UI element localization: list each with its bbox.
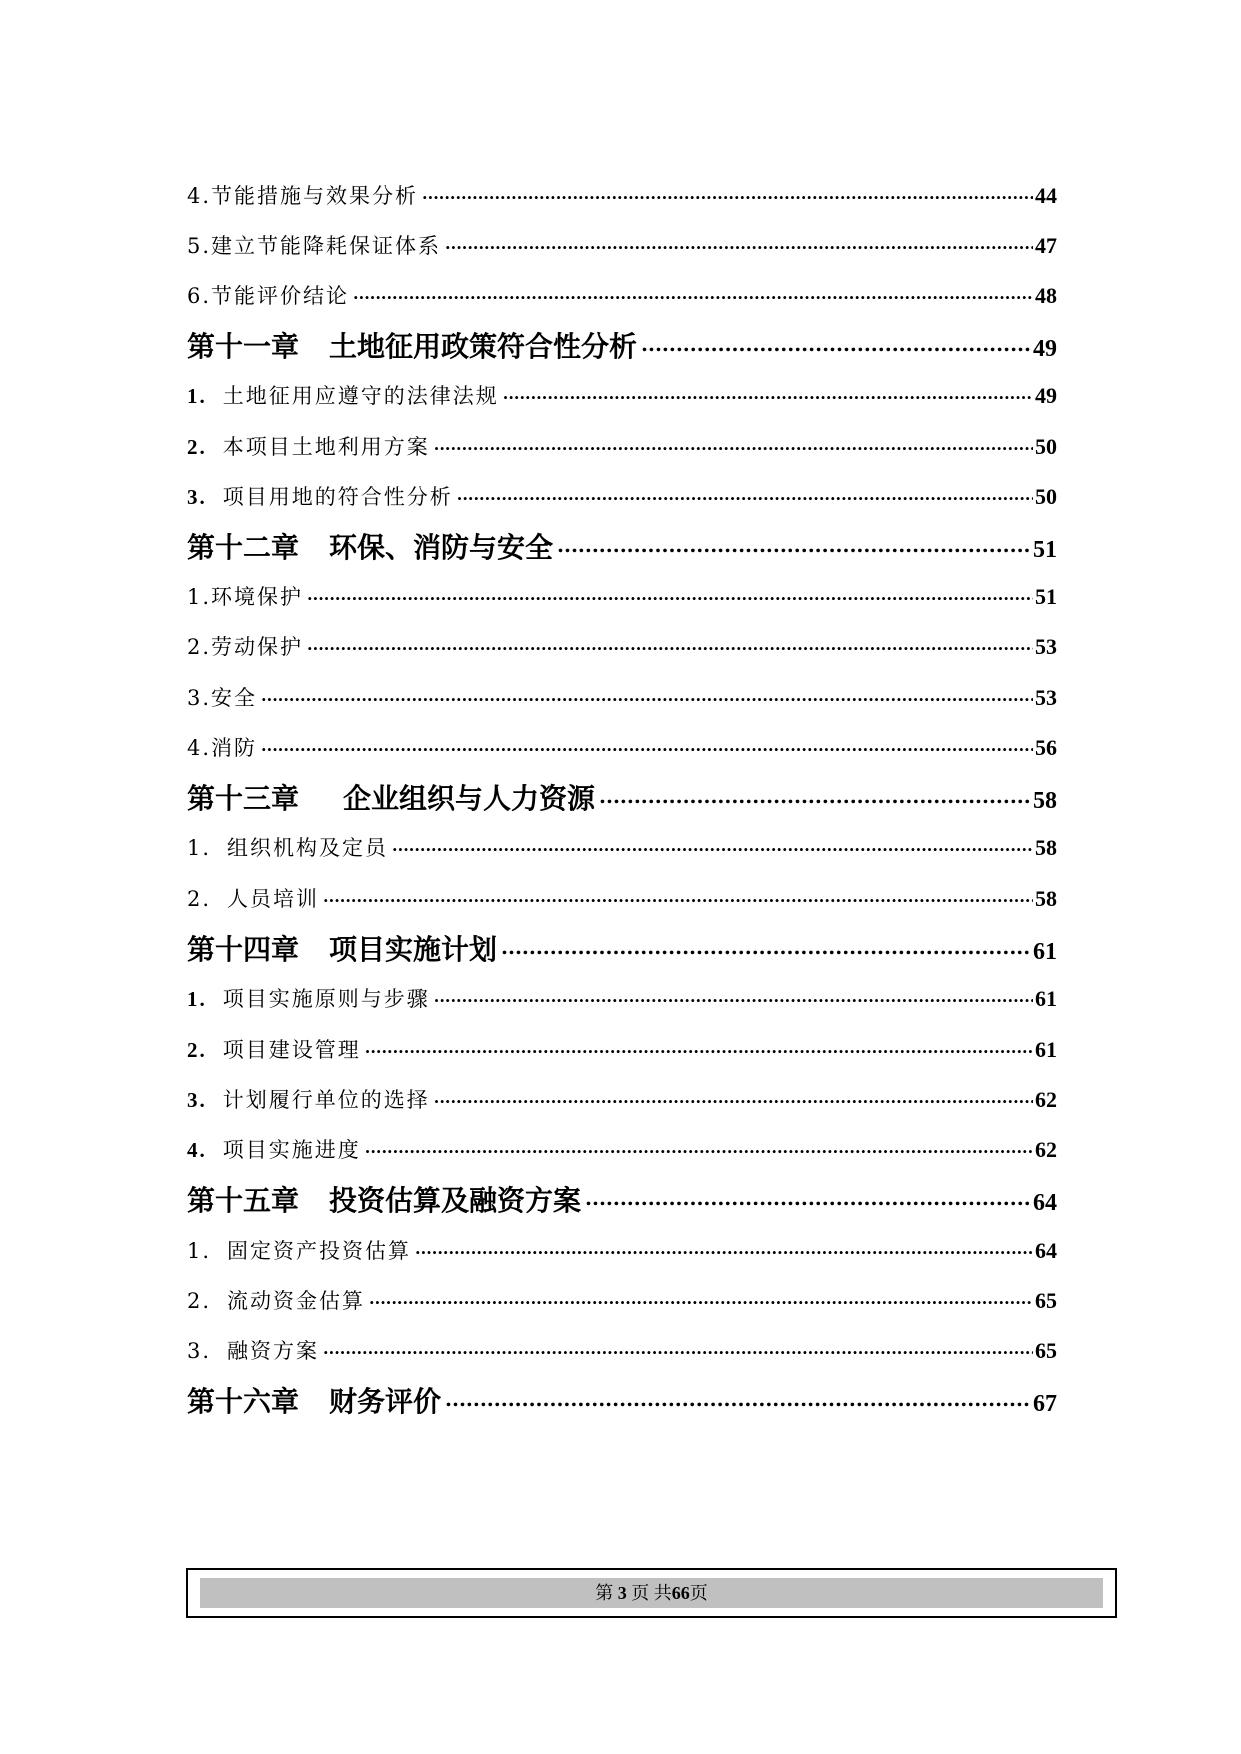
- toc-entry-number: 3.: [187, 1339, 212, 1363]
- toc-entry[interactable]: [187, 481, 1057, 511]
- toc-page-number: 61: [1035, 986, 1057, 1011]
- toc-entry-label: [187, 581, 307, 611]
- dot-leader: [261, 684, 1033, 705]
- dot-leader: [434, 1086, 1033, 1107]
- toc-entry-title: 环境保护: [211, 585, 304, 609]
- toc-page-number: 58: [1033, 788, 1057, 814]
- toc-entry-title: 劳动保护: [211, 635, 304, 659]
- dot-leader: [353, 282, 1033, 303]
- toc-entry-title: 节能评价结论: [211, 284, 350, 308]
- chapter-number: 第十五章: [187, 1184, 300, 1217]
- toc-entry-number: 5.: [187, 234, 212, 258]
- toc-entry-number: 3.: [187, 485, 207, 509]
- toc-entry-label: [187, 1134, 365, 1164]
- dot-leader: [445, 1383, 1031, 1411]
- toc-chapter-entry[interactable]: [187, 325, 1057, 365]
- toc-chapter-entry[interactable]: [187, 526, 1057, 566]
- toc-entry-number: 4.: [187, 184, 212, 208]
- toc-page-number: 62: [1035, 1137, 1057, 1162]
- dot-leader: [392, 834, 1033, 855]
- toc-entry[interactable]: [187, 732, 1057, 762]
- toc-chapter-label: [187, 1179, 585, 1219]
- toc-entry-title: 项目用地的符合性分析: [222, 485, 453, 509]
- toc-entry-number: 1.: [187, 836, 212, 860]
- dot-leader: [323, 885, 1033, 906]
- current-page-number: 3: [617, 1583, 627, 1603]
- toc-page-number: 61: [1035, 1037, 1057, 1062]
- toc-page-number: 53: [1035, 685, 1057, 710]
- footer-suffix: 页: [689, 1583, 708, 1603]
- toc-entry-number: 2.: [187, 1038, 207, 1062]
- dot-leader: [557, 529, 1031, 557]
- dot-leader: [307, 633, 1033, 654]
- chapter-title: 投资估算及融资方案: [329, 1184, 582, 1217]
- toc-entry-title: 本项目土地利用方案: [222, 435, 430, 459]
- toc-entry[interactable]: [187, 883, 1057, 913]
- toc-entry-title: 固定资产投资估算: [227, 1239, 412, 1263]
- toc-page-number: 65: [1035, 1338, 1057, 1363]
- toc-entry[interactable]: [187, 180, 1057, 210]
- toc-chapter-label: [187, 325, 641, 365]
- toc-entry-label: [187, 481, 457, 511]
- toc-entry-number: 4.: [187, 736, 212, 760]
- toc-entry-label: [187, 380, 503, 410]
- toc-entry-title: 项目实施原则与步骤: [222, 987, 430, 1011]
- toc-page-number: 64: [1033, 1190, 1057, 1216]
- chapter-title: 项目实施计划: [329, 933, 498, 966]
- toc-entry-number: 1.: [187, 987, 207, 1011]
- chapter-number: 第十二章: [187, 531, 300, 564]
- toc-entry[interactable]: [187, 230, 1057, 260]
- chapter-number: 第十四章: [187, 933, 300, 966]
- toc-chapter-entry[interactable]: [187, 1179, 1057, 1219]
- chapter-title: 企业组织与人力资源: [343, 782, 596, 815]
- footer-prefix: 第: [595, 1583, 614, 1603]
- toc-entry-number: 3.: [187, 1088, 207, 1112]
- dot-leader: [261, 734, 1033, 755]
- toc-entry-number: 2.: [187, 1289, 212, 1313]
- chapter-number: 第十三章: [187, 782, 300, 815]
- toc-entry-label: [187, 1084, 434, 1114]
- toc-entry-title: 建立节能降耗保证体系: [211, 234, 442, 258]
- toc-entry[interactable]: [187, 1084, 1057, 1114]
- toc-entry[interactable]: [187, 983, 1057, 1013]
- toc-entry[interactable]: [187, 1034, 1057, 1064]
- dot-leader: [503, 382, 1033, 403]
- page-footer: [186, 1568, 1117, 1618]
- toc-page-number: 58: [1035, 835, 1057, 860]
- toc-entry[interactable]: [187, 631, 1057, 661]
- dot-leader: [434, 433, 1033, 454]
- toc-entry-label: [187, 230, 445, 260]
- dot-leader: [323, 1337, 1033, 1358]
- toc-entry-title: 流动资金估算: [227, 1289, 366, 1313]
- toc-entry[interactable]: [187, 682, 1057, 712]
- toc-entry-number: 2.: [187, 887, 212, 911]
- toc-page-number: 51: [1033, 537, 1057, 563]
- chapter-title: 环保、消防与安全: [329, 531, 554, 564]
- dot-leader: [434, 985, 1033, 1006]
- page-indicator: [200, 1578, 1103, 1608]
- toc-page-number: 50: [1035, 434, 1057, 459]
- toc-page-number: 65: [1035, 1288, 1057, 1313]
- dot-leader: [599, 780, 1031, 808]
- dot-leader: [307, 583, 1033, 604]
- toc-entry-title: 人员培训: [227, 887, 320, 911]
- toc-entry-title: 项目建设管理: [222, 1038, 361, 1062]
- dot-leader: [369, 1287, 1033, 1308]
- dot-leader: [585, 1182, 1031, 1210]
- toc-entry[interactable]: [187, 431, 1057, 461]
- toc-chapter-label: [187, 526, 557, 566]
- chapter-number: 第十六章: [187, 1385, 300, 1418]
- dot-leader: [457, 483, 1033, 504]
- toc-page-number: 47: [1035, 233, 1057, 258]
- toc-entry-label: [187, 1235, 415, 1265]
- toc-entry-number: 6.: [187, 284, 212, 308]
- toc-page-number: 48: [1035, 283, 1057, 308]
- toc-chapter-entry[interactable]: [187, 777, 1057, 817]
- toc-entry[interactable]: [187, 380, 1057, 410]
- dot-leader: [445, 232, 1033, 253]
- dot-leader: [415, 1237, 1033, 1258]
- toc-page-number: 49: [1033, 336, 1057, 362]
- toc-chapter-entry[interactable]: [187, 928, 1057, 968]
- dot-leader: [501, 931, 1031, 959]
- toc-page-number: 67: [1033, 1391, 1057, 1417]
- toc-entry-title: 安全: [211, 686, 258, 710]
- toc-entry-label: [187, 1285, 369, 1315]
- toc-page-number: 50: [1035, 484, 1057, 509]
- toc-entry-label: [187, 1335, 323, 1365]
- toc-page-number: 44: [1035, 183, 1057, 208]
- toc-entry-number: 1.: [187, 1239, 212, 1263]
- toc-entry-number: 4.: [187, 1138, 207, 1162]
- toc-entry-label: [187, 1034, 365, 1064]
- toc-entry-title: 组织机构及定员: [227, 836, 389, 860]
- toc-entry-title: 节能措施与效果分析: [211, 184, 419, 208]
- footer-mid: 页 共: [631, 1583, 672, 1603]
- toc-page-number: 53: [1035, 634, 1057, 659]
- toc-entry[interactable]: [187, 1235, 1057, 1265]
- chapter-number: 第十一章: [187, 330, 300, 363]
- toc-page-number: 64: [1035, 1238, 1057, 1263]
- toc-entry-label: [187, 682, 261, 712]
- toc-page-number: 49: [1035, 383, 1057, 408]
- chapter-title: 财务评价: [329, 1385, 442, 1418]
- toc-entry[interactable]: [187, 1134, 1057, 1164]
- toc-entry[interactable]: [187, 581, 1057, 611]
- toc-entry-label: [187, 732, 261, 762]
- toc-page-number: 62: [1035, 1087, 1057, 1112]
- toc-entry-title: 土地征用应遵守的法律法规: [222, 384, 499, 408]
- toc-page-number: 58: [1035, 886, 1057, 911]
- toc-entry-label: [187, 983, 434, 1013]
- toc-page-number: 61: [1033, 939, 1057, 965]
- toc-entry-label: [187, 280, 353, 310]
- dot-leader: [641, 328, 1031, 356]
- toc-entry-label: [187, 883, 323, 913]
- toc-entry-number: 1.: [187, 384, 207, 408]
- toc-entry-number: 1.: [187, 585, 212, 609]
- toc-entry-label: [187, 832, 392, 862]
- toc-entry[interactable]: [187, 832, 1057, 862]
- toc-entry-label: [187, 431, 434, 461]
- toc-entry-title: 消防: [211, 736, 258, 760]
- toc-entry-title: 融资方案: [227, 1339, 320, 1363]
- toc-entry[interactable]: [187, 1335, 1057, 1365]
- dot-leader: [365, 1036, 1033, 1057]
- toc-entry-label: [187, 180, 422, 210]
- toc-entry-number: 2.: [187, 635, 212, 659]
- toc-entry-title: 项目实施进度: [222, 1138, 361, 1162]
- toc-page-number: 56: [1035, 735, 1057, 760]
- toc-entry[interactable]: [187, 280, 1057, 310]
- dot-leader: [422, 182, 1033, 203]
- toc-chapter-label: [187, 777, 599, 817]
- toc-entry-label: [187, 631, 307, 661]
- toc-entry-title: 计划履行单位的选择: [222, 1088, 430, 1112]
- toc-entry[interactable]: [187, 1285, 1057, 1315]
- toc-page-number: 51: [1035, 584, 1057, 609]
- total-pages: 66: [671, 1583, 690, 1603]
- toc-entry-number: 2.: [187, 435, 207, 459]
- toc-chapter-entry[interactable]: [187, 1380, 1057, 1420]
- chapter-title: 土地征用政策符合性分析: [329, 330, 638, 363]
- toc-chapter-label: [187, 1380, 445, 1420]
- dot-leader: [365, 1136, 1033, 1157]
- toc-entry-number: 3.: [187, 686, 212, 710]
- toc-chapter-label: [187, 928, 501, 968]
